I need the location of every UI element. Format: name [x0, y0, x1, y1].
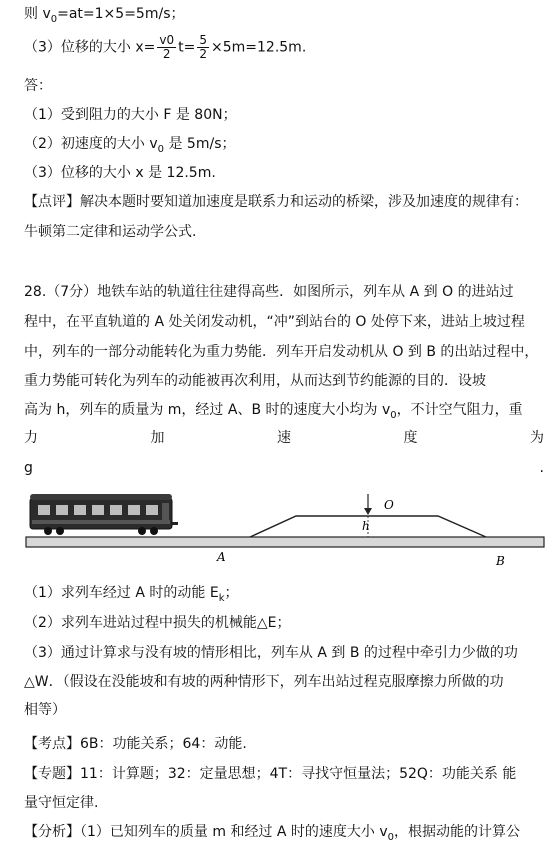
subscript: 0: [390, 409, 397, 421]
text: 是 5m/s；: [164, 136, 236, 152]
text: （2）初速度的大小 v: [24, 136, 158, 152]
period: .: [539, 460, 544, 476]
word: 速: [277, 430, 291, 446]
answer-3: （3）位移的大小 x 是 12.5m.: [24, 165, 216, 181]
sub-question-2: （2）求列车进站过程中损失的机械能△E；: [24, 615, 291, 631]
ground-strip: [26, 537, 544, 547]
text: 【分析】（1）已知列车的质量 m 和经过 A 时的速度大小 v: [24, 824, 388, 840]
denominator: 2: [199, 47, 207, 61]
text: 高为 h，列车的质量为 m，经过 A、B 时的速度大小均为 v: [24, 402, 391, 418]
symbol-g: g: [24, 460, 33, 476]
text: t=: [178, 39, 196, 56]
subscript: k: [218, 592, 225, 604]
sub-question-3-line-2: △W．（假设在没能坡和有坡的两种情形下，列车出站过程克服摩擦力所做的功: [24, 674, 504, 690]
answer-1: （1）受到阻力的大小 F 是 80N；: [24, 107, 237, 123]
word: 度: [403, 430, 418, 446]
sub-question-3-line-1: （3）通过计算求与没有坡的情形相比，列车从 A 到 B 的过程中牵引力少做的功: [24, 645, 518, 661]
text: ；: [224, 585, 239, 601]
note-zhuanti-2: 量守恒定律.: [24, 795, 99, 811]
text: 则 v: [24, 6, 51, 22]
label-B: B: [496, 554, 505, 568]
label-h: h: [362, 519, 370, 533]
text: （1）求列车经过 A 时的动能 E: [24, 585, 219, 601]
subscript: 0: [157, 143, 165, 155]
arrow-head-icon: [364, 508, 372, 515]
word: 为: [530, 430, 544, 446]
comment-line-2: 牛顿第二定律和运动学公式.: [24, 224, 197, 240]
text: =at=1×5=5m/s；: [57, 6, 185, 22]
note-kaodian: 【考点】6B：功能关系；64：动能.: [24, 736, 247, 752]
train-icon: [30, 494, 178, 535]
numerator: v0: [159, 33, 175, 47]
text: ，根据动能的计算公: [394, 824, 521, 840]
text: ×5m=12.5m.: [211, 39, 307, 56]
question-line-3: 中，列车的一部分动能转化为重力势能．列车开启发动机从 O 到 B 的出站过程中，: [24, 344, 539, 360]
note-zhuanti-1: 【专题】11：计算题；32：定量思想；4T：寻找守恒量法；52Q：功能关系 能: [24, 766, 517, 782]
label-A: A: [217, 550, 226, 564]
sub-question-1: [24, 583, 238, 609]
denominator: 2: [162, 47, 171, 61]
word: 力: [24, 430, 38, 446]
label-O: O: [384, 498, 394, 512]
question-line-1: 28.（7分）地铁车站的轨道往往建得高些．如图所示，列车从 A 到 O 的进站过: [24, 284, 514, 300]
numerator: 5: [199, 33, 207, 47]
question-line-2: 程中，在平直轨道的 A 处关闭发动机，“冲”到站台的 O 处停下来，进站上坡过程: [24, 314, 525, 330]
subscript: 0: [50, 13, 58, 25]
comment-line-1: 【点评】解决本题时要知道加速度是联系力和运动的桥梁，涉及加速度的规律有：: [24, 194, 528, 210]
answer-label: 答：: [24, 78, 52, 94]
text: （3）位移的大小 x=: [24, 39, 156, 56]
subscript: 0: [387, 831, 395, 843]
question-line-4: 重力势能可转化为列车的动能被再次利用，从而达到节约能源的目的．设坡: [24, 373, 486, 389]
note-fenxi: [24, 822, 520, 848]
sub-question-3-line-3: 相等）: [24, 702, 66, 718]
word: 加: [150, 430, 165, 446]
text: ，不计空气阻力，重: [396, 402, 523, 418]
